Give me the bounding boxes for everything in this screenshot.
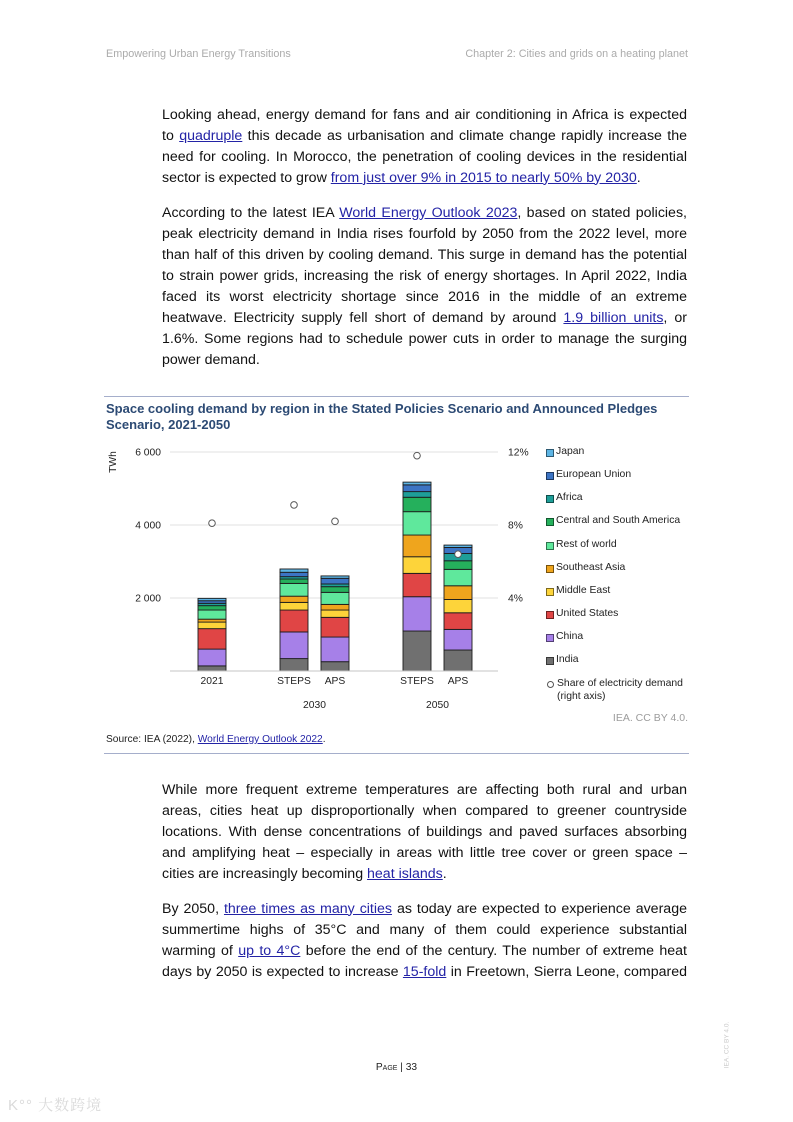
x-axis-category-label: 2021 bbox=[200, 676, 224, 687]
text-run: . bbox=[636, 169, 641, 186]
y2-axis-tick-label: 8% bbox=[508, 520, 523, 532]
legend-swatch-icon bbox=[546, 472, 554, 480]
x-axis-category-label: APS bbox=[324, 676, 346, 687]
bar-segment-india bbox=[280, 659, 308, 671]
text-run: and amplifying heat – especially in areas with little tree cover or green space – bbox=[162, 844, 687, 861]
text-run: Looking ahead, energy demand for fans and air conditioning in Africa is expected bbox=[162, 106, 687, 123]
bar-segment-india bbox=[321, 662, 349, 671]
text-run: According to the latest IEA bbox=[162, 204, 340, 221]
share-marker bbox=[414, 452, 421, 459]
bar-segment-european-union bbox=[321, 578, 349, 584]
legend-item bbox=[546, 585, 610, 598]
bar-segment-united-states bbox=[444, 613, 472, 630]
share-marker bbox=[455, 551, 462, 558]
bar-segment-china bbox=[403, 597, 431, 631]
legend-label: Central and South America bbox=[556, 515, 681, 526]
bar-segment-japan bbox=[321, 576, 349, 578]
text-line bbox=[162, 245, 687, 266]
bar-segment-southeast-asia bbox=[321, 604, 349, 610]
source-suffix: . bbox=[322, 734, 326, 745]
text-run: locations. With dense concentrations of buildings and paved surfaces absorbing bbox=[162, 823, 687, 840]
bar-segment-rest-of-world bbox=[198, 610, 226, 619]
text-run: warming of bbox=[162, 942, 239, 959]
text-run: as today are expected to experience average bbox=[392, 900, 687, 917]
legend-item bbox=[546, 562, 625, 575]
legend-swatch-icon bbox=[546, 495, 554, 503]
open-circle-icon bbox=[547, 681, 554, 688]
bar-segment-central-and-south-america bbox=[280, 579, 308, 583]
legend-label: Africa bbox=[556, 492, 583, 503]
figure-credit: IEA. CC BY 4.0. bbox=[612, 712, 688, 724]
bar-segment-southeast-asia bbox=[280, 596, 308, 602]
legend-label: Japan bbox=[556, 446, 585, 457]
legend-item bbox=[546, 492, 583, 505]
text-run: in Freetown, Sierra Leone, compared bbox=[446, 963, 687, 980]
y-axis-tick-label: 4 000 bbox=[135, 520, 161, 532]
text-run: before the end of the century. The number of extreme heat bbox=[300, 942, 687, 959]
text-line bbox=[162, 843, 687, 864]
page-label: Page bbox=[375, 1062, 398, 1073]
legend-item bbox=[546, 469, 631, 482]
inline-link[interactable]: three times as many cities bbox=[223, 900, 393, 917]
legend-swatch-icon bbox=[546, 542, 554, 550]
bar-segment-rest-of-world bbox=[403, 512, 431, 535]
text-line bbox=[162, 822, 687, 843]
inline-link[interactable]: quadruple bbox=[179, 127, 243, 144]
x-axis-group-label: 2030 bbox=[303, 700, 326, 711]
text-run: , or bbox=[663, 309, 687, 326]
text-line bbox=[162, 105, 687, 126]
running-header-title: Empowering Urban Energy Transitions bbox=[106, 48, 291, 60]
bar-segment-india bbox=[444, 650, 472, 671]
paragraph-india-electricity bbox=[162, 203, 687, 371]
text-run: cities are increasingly becoming bbox=[162, 865, 368, 882]
legend-swatch-icon bbox=[546, 449, 554, 457]
legend-item bbox=[546, 654, 579, 667]
text-line bbox=[162, 350, 687, 371]
text-run: power demand. bbox=[162, 351, 260, 368]
legend-label: United States bbox=[556, 608, 619, 619]
source-link-weo-2022[interactable]: World Energy Outlook 2022 bbox=[197, 734, 323, 745]
legend-swatch-icon bbox=[546, 657, 554, 665]
legend-item bbox=[546, 446, 584, 459]
legend-label: European Union bbox=[556, 469, 632, 480]
text-line bbox=[162, 203, 687, 224]
text-line bbox=[162, 287, 687, 308]
figure-title: Space cooling demand by region in the Stated Policies Scenario and Announced Pledges Scenario, 2021-2050 bbox=[106, 401, 658, 432]
text-run: faced its worst electricity shortage since 2016 in the middle of an extreme bbox=[162, 288, 687, 305]
bar-segment-southeast-asia bbox=[444, 586, 472, 600]
text-line bbox=[162, 780, 687, 801]
legend-label-subline: (right axis) bbox=[557, 690, 606, 702]
legend-label-line: Share of electricity demand bbox=[557, 678, 683, 689]
legend-swatch-icon bbox=[546, 611, 554, 619]
text-line bbox=[162, 962, 687, 983]
inline-link[interactable]: heat islands bbox=[367, 865, 443, 882]
text-run: days by 2050 is expected to increase bbox=[162, 963, 403, 980]
bar-segment-japan bbox=[444, 545, 472, 547]
text-line bbox=[162, 224, 687, 245]
legend-item bbox=[546, 515, 680, 528]
legend-item bbox=[546, 539, 617, 552]
bar-segment-central-and-south-america bbox=[444, 561, 472, 570]
text-run: need for cooling. In Morocco, the penetration of cooling devices in the residential bbox=[162, 148, 687, 165]
text-line bbox=[162, 864, 687, 885]
legend-swatch-icon bbox=[546, 634, 554, 642]
y2-axis-tick-label: 4% bbox=[508, 593, 523, 605]
page-footer bbox=[0, 1061, 793, 1075]
bar-segment-united-states bbox=[321, 617, 349, 637]
bar-segment-united-states bbox=[403, 573, 431, 596]
bar-segment-european-union bbox=[280, 572, 308, 576]
text-line bbox=[162, 329, 687, 350]
figure-source bbox=[106, 733, 326, 747]
side-license-text: IEA. CC BY 4.0. bbox=[723, 1021, 731, 1069]
legend-label bbox=[557, 678, 683, 703]
share-marker bbox=[291, 502, 298, 509]
inline-link[interactable]: 15-fold bbox=[402, 963, 447, 980]
bar-segment-africa bbox=[403, 492, 431, 498]
paragraph-extreme-heat-2050 bbox=[162, 899, 687, 983]
bar-segment-rest-of-world bbox=[280, 583, 308, 596]
paragraph-africa-cooling bbox=[162, 105, 687, 189]
page-number: 33 bbox=[405, 1062, 418, 1073]
y-axis-tick-label: 6 000 bbox=[135, 447, 161, 459]
bar-segment-china bbox=[198, 649, 226, 666]
text-run: sector is expected to grow bbox=[162, 169, 331, 186]
bar-segment-japan bbox=[280, 569, 308, 572]
bar-segment-united-states bbox=[280, 610, 308, 632]
share-marker bbox=[332, 518, 339, 525]
text-run: . bbox=[442, 865, 447, 882]
bar-segment-southeast-asia bbox=[403, 535, 431, 557]
paragraph-heat-islands bbox=[162, 780, 687, 885]
x-axis-category-label: APS bbox=[447, 676, 469, 687]
source-prefix: Source: IEA (2022), bbox=[106, 734, 198, 745]
legend-label: India bbox=[556, 654, 579, 665]
text-line bbox=[162, 899, 687, 920]
bar-segment-rest-of-world bbox=[321, 592, 349, 604]
x-axis-group-label: 2050 bbox=[426, 700, 449, 711]
bar-segment-china bbox=[321, 637, 349, 662]
text-line bbox=[162, 801, 687, 822]
bar-segment-middle-east bbox=[280, 602, 308, 610]
page-separator: | bbox=[397, 1062, 406, 1073]
figure-top-rule bbox=[104, 396, 689, 397]
text-line bbox=[162, 147, 687, 168]
bar-segment-central-and-south-america bbox=[403, 497, 431, 511]
bar-segment-india bbox=[403, 631, 431, 671]
y-axis-tick-label: 2 000 bbox=[135, 593, 161, 605]
bar-segment-central-and-south-america bbox=[321, 587, 349, 593]
text-run: While more frequent extreme temperatures are affecting both rural and urban bbox=[162, 781, 687, 798]
bar-segment-middle-east bbox=[198, 622, 226, 629]
legend-label: Rest of world bbox=[556, 539, 617, 550]
bar-segment-central-and-south-america bbox=[198, 606, 226, 610]
bar-segment-china bbox=[444, 629, 472, 650]
legend-label: China bbox=[556, 631, 584, 642]
text-run: areas, cities heat up disproportionally when compared to greener countryside bbox=[162, 802, 687, 819]
y2-axis-tick-label: 12% bbox=[508, 447, 529, 459]
text-line bbox=[162, 126, 687, 147]
text-run: peak electricity demand in India rises fourfold by 2050 from the 2022 level, more bbox=[162, 225, 687, 242]
inline-link[interactable]: 1.9 billion units bbox=[563, 309, 664, 326]
legend-label: Southeast Asia bbox=[556, 562, 626, 573]
inline-link[interactable]: World Energy Outlook 2023 bbox=[339, 204, 518, 221]
text-line bbox=[162, 168, 687, 189]
bar-segment-middle-east bbox=[321, 610, 349, 617]
legend-item bbox=[546, 631, 583, 644]
y-axis-label: TWh bbox=[108, 451, 119, 473]
bar-segment-india bbox=[198, 666, 226, 671]
bar-segment-japan bbox=[403, 482, 431, 485]
text-run: this decade as urbanisation and climate change rapidly increase the bbox=[242, 127, 687, 144]
watermark-logo: K°° 大数跨境 bbox=[8, 1097, 103, 1114]
bar-segment-rest-of-world bbox=[444, 569, 472, 585]
legend-swatch-icon bbox=[546, 565, 554, 573]
text-run: By 2050, bbox=[162, 900, 224, 917]
text-run: to strain power grids, increasing the risk of energy shortages. In April 2022, India bbox=[162, 267, 687, 284]
text-line bbox=[162, 266, 687, 287]
running-header-chapter: Chapter 2: Cities and grids on a heating planet bbox=[465, 48, 688, 60]
legend-label: Middle East bbox=[556, 585, 611, 596]
bar-segment-european-union bbox=[403, 485, 431, 492]
inline-link[interactable]: up to 4°C bbox=[238, 942, 301, 959]
legend-item-share bbox=[546, 678, 683, 703]
bar-segment-japan bbox=[198, 598, 226, 600]
figure-bottom-rule bbox=[104, 753, 689, 754]
text-run: than half of this driven by cooling demand. This surge in demand has the potential bbox=[162, 246, 687, 263]
share-marker bbox=[209, 520, 216, 527]
text-line bbox=[162, 308, 687, 329]
x-axis-category-label: STEPS bbox=[277, 676, 311, 687]
legend-swatch-icon bbox=[546, 518, 554, 526]
text-line bbox=[162, 920, 687, 941]
text-run: summertime highs of 35°C and many of them could experience substantial bbox=[162, 921, 687, 938]
inline-link[interactable]: from just over 9% in 2015 to nearly 50% by 2030 bbox=[330, 169, 637, 186]
bar-segment-united-states bbox=[198, 629, 226, 649]
legend-swatch-icon bbox=[546, 588, 554, 596]
x-axis-category-label: STEPS bbox=[400, 676, 434, 687]
text-line bbox=[162, 941, 687, 962]
text-run: , based on stated policies, bbox=[517, 204, 687, 221]
text-run: 1.6%. Some regions had to schedule power cuts in order to manage the surging bbox=[162, 330, 687, 347]
text-run: heatwave. Electricity supply fell short of demand by around bbox=[162, 309, 564, 326]
text-run: to bbox=[162, 127, 180, 144]
legend-item bbox=[546, 608, 618, 621]
bar-segment-middle-east bbox=[403, 557, 431, 574]
bar-segment-middle-east bbox=[444, 599, 472, 612]
bar-segment-china bbox=[280, 632, 308, 659]
